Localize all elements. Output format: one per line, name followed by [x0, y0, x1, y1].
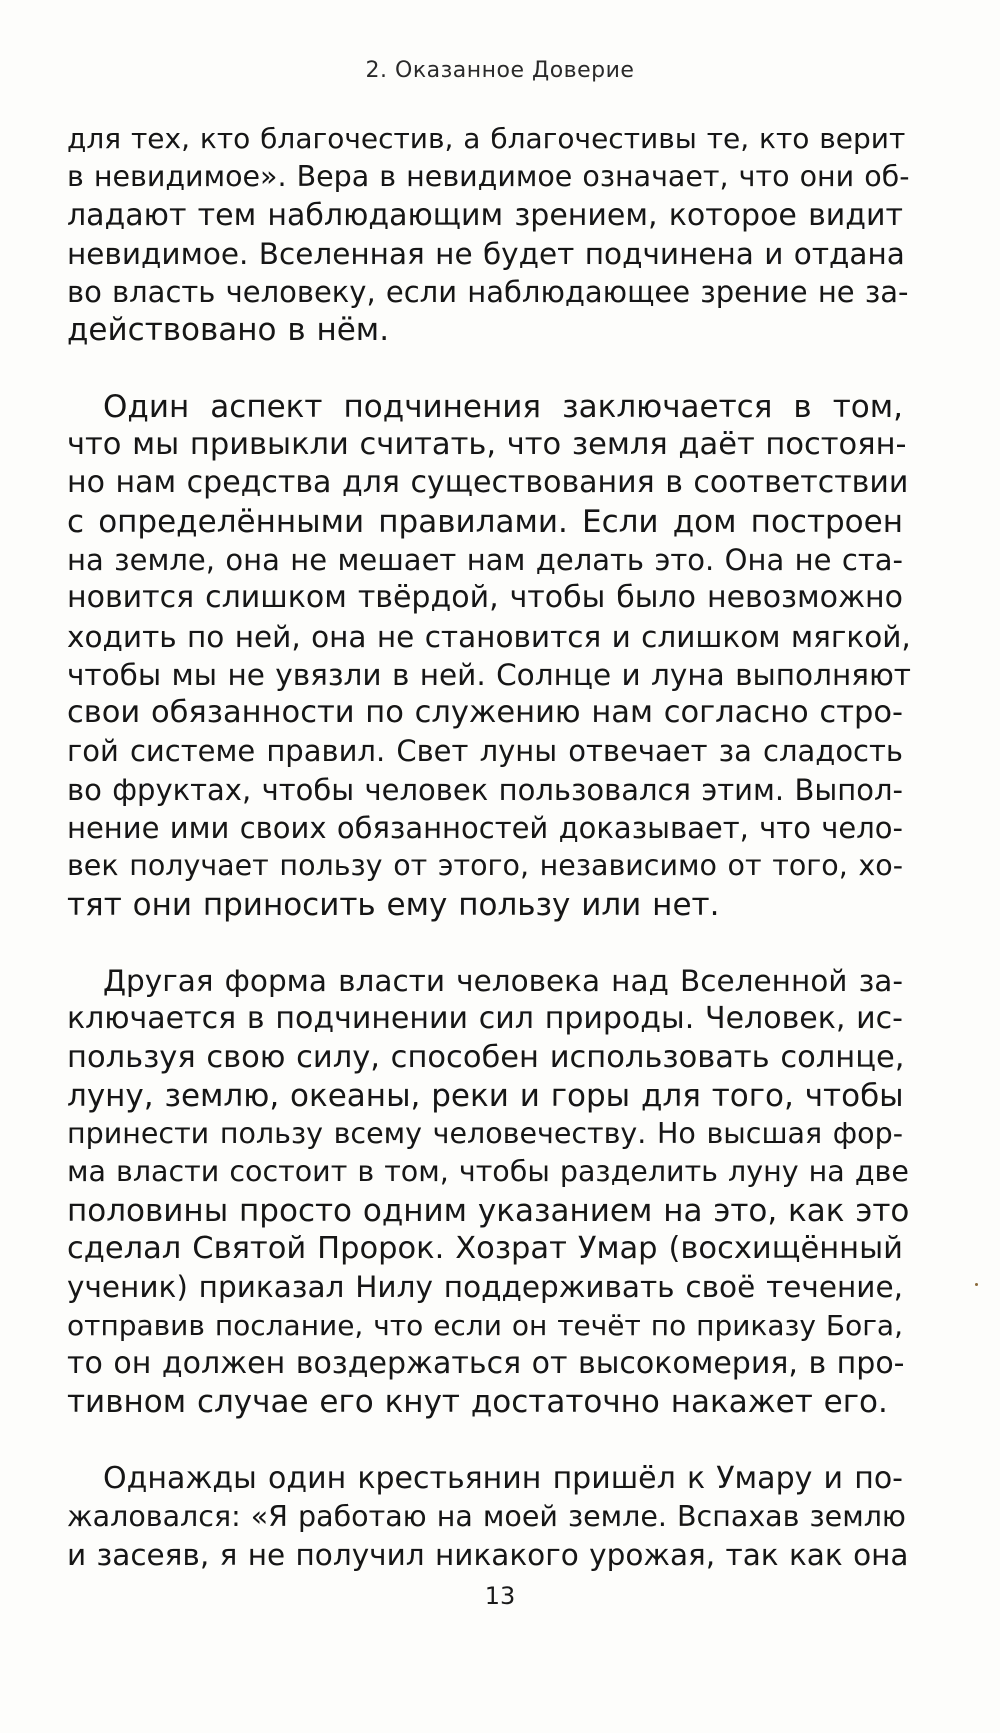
text-line: что мы привыкли считать, что земля даёт постоян-	[67, 427, 907, 463]
text-line: свои обязанности по служению нам согласно стро-	[67, 695, 903, 731]
text-line: во фруктах, чтобы человек пользовался этим. Выпол-	[67, 772, 903, 807]
text-line: но нам средства для существования в соответствии	[67, 465, 909, 501]
text-line: невидимое. Вселенная не будет подчинена и отдана	[67, 236, 905, 271]
text-line: ученик) приказал Нилу поддерживать своё течение,	[67, 1270, 903, 1305]
text-line: ладают тем наблюдающим зрением, которое видит	[67, 197, 903, 233]
text-line: на земле, она не мешает нам делать это. Она не ста-	[67, 542, 903, 577]
text-line: то он должен воздержаться от высокомерия, в про-	[67, 1345, 905, 1381]
running-head: 2. Оказанное Доверие	[365, 58, 635, 83]
text-line: Однажды один крестьянин пришёл к Умару и по-	[103, 1460, 903, 1496]
text-line: во власть человеку, если наблюдающее зрение не за-	[67, 275, 909, 310]
paragraph-1	[67, 120, 910, 350]
text-line: сделал Святой Пророк. Хозрат Умар (восхищённый	[67, 1231, 903, 1267]
paragraph-gap	[67, 1422, 903, 1460]
paragraph-gap	[67, 350, 903, 388]
text-line: чтобы мы не увязли в ней. Солнце и луна выполняют	[67, 657, 911, 692]
text-line: принести пользу всему человечеству. Но высшая фор-	[67, 1117, 903, 1151]
text-line: ходить по ней, она не становится и слишком мягкой,	[67, 619, 911, 654]
text-line: в невидимое». Вера в невидимое означает, что они об-	[67, 160, 910, 194]
text-line: пользуя свою силу, способен использовать солнце,	[67, 1039, 905, 1075]
text-line: Один аспект подчинения заключается в том,	[103, 388, 903, 425]
text-line: Другая форма власти человека над Вселенной за-	[103, 963, 903, 998]
text-line: гой системе правил. Свет луны отвечает за сладость	[67, 734, 903, 769]
page-number: 13	[484, 1582, 516, 1610]
text-line: действовано в нём.	[67, 312, 390, 349]
text-line: нение ими своих обязанностей доказывает, что чело-	[67, 811, 903, 846]
paragraph-4	[67, 1460, 909, 1575]
text-line: луну, землю, океаны, реки и горы для того, чтобы	[67, 1077, 904, 1114]
text-line: новится слишком твёрдой, чтобы было невозможно	[67, 580, 903, 616]
text-line: тят они приносить ему пользу или нет.	[67, 886, 720, 923]
paragraph-2	[67, 388, 911, 924]
text-line: для тех, кто благочестив, а благочестивы те, кто верит	[67, 122, 906, 155]
text-line: тивном случае его кнут достаточно накажет его.	[67, 1384, 888, 1421]
text-line: отправив послание, что если он течёт по приказу Бога,	[67, 1308, 903, 1342]
paragraph-gap	[67, 924, 903, 962]
text-line: половины просто одним указанием на это, как это	[67, 1192, 910, 1229]
text-line: жаловался: «Я работаю на моей земле. Вспахав землю	[67, 1499, 906, 1533]
paper-speck	[975, 1283, 978, 1286]
text-line: ма власти состоит в том, чтобы разделить луну на две	[67, 1155, 909, 1189]
text-line: ключается в подчинении сил природы. Человек, ис-	[67, 1001, 903, 1037]
body-text	[67, 120, 911, 1574]
text-line: с определёнными правилами. Если дом построен	[67, 503, 903, 540]
text-line: век получает пользу от этого, независимо от того, хо-	[67, 849, 903, 883]
text-line: и засеяв, я не получил никакого урожая, так как она	[67, 1538, 909, 1573]
paragraph-3	[67, 962, 910, 1422]
